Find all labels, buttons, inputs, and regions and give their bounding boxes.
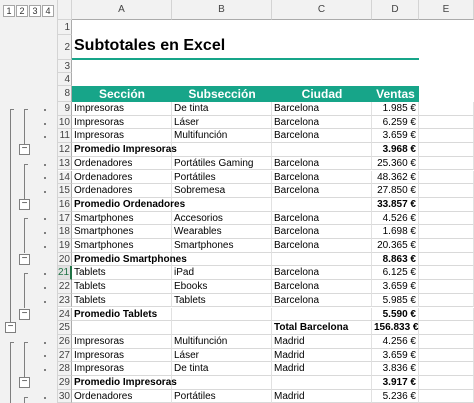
cell-d[interactable]: 33.857 € (372, 198, 419, 212)
row-header-30[interactable]: 30 (58, 390, 70, 402)
outline-line-l3 (24, 164, 25, 199)
cell-a[interactable]: Tablets (72, 294, 172, 308)
column-header-e[interactable]: E (419, 0, 474, 20)
cell-e[interactable] (419, 294, 474, 308)
cell-a[interactable]: Tablets (72, 280, 172, 294)
cell-a[interactable]: Ordenadores (72, 184, 172, 198)
cell-b[interactable]: De tinta (172, 102, 272, 116)
cell-c[interactable]: Madrid (272, 349, 372, 363)
row-header-22[interactable]: 22 (58, 281, 70, 293)
outline-level-3-button[interactable]: 3 (29, 5, 41, 17)
cell-b[interactable]: De tinta (172, 362, 272, 376)
cell-c[interactable]: Barcelona (272, 157, 372, 171)
cell-a[interactable]: Promedio Impresoras (74, 144, 177, 156)
outline-line-l3 (24, 109, 25, 144)
cell-a[interactable]: Impresoras (72, 335, 172, 349)
header-cell-0[interactable]: Sección (72, 86, 172, 102)
row-header-10[interactable]: 10 (58, 116, 70, 128)
row-header-11[interactable]: 11 (59, 130, 70, 142)
cell-c[interactable]: Barcelona (272, 116, 372, 130)
cell-d[interactable]: 4.526 € (372, 212, 419, 226)
collapse-group-button[interactable]: − (19, 309, 30, 320)
cell-b[interactable]: Ebooks (172, 280, 272, 294)
cell-c[interactable]: Barcelona (272, 171, 372, 185)
row-header-9[interactable]: 9 (58, 102, 72, 116)
cell-e[interactable] (419, 143, 474, 157)
cell-c[interactable] (272, 143, 372, 157)
row-header-29[interactable]: 29 (58, 377, 70, 388)
cell-c[interactable]: Barcelona (272, 102, 372, 116)
cell-e[interactable] (419, 280, 474, 294)
cell-e[interactable] (419, 362, 474, 376)
cell-e[interactable] (419, 157, 474, 171)
cell-c[interactable]: Barcelona (272, 266, 372, 280)
cell-b[interactable]: Multifunción (172, 335, 272, 349)
cell-c[interactable]: Barcelona (272, 225, 372, 239)
cell-d[interactable]: 156.833 € (374, 322, 419, 334)
outline-detail-dot (44, 218, 46, 220)
outline-detail-dot (44, 246, 46, 248)
cell-e[interactable] (419, 116, 474, 130)
outline-level-1-button[interactable]: 1 (3, 5, 15, 17)
cell-c[interactable] (272, 376, 372, 390)
column-header-c[interactable]: C (272, 0, 372, 20)
cell-e[interactable] (419, 198, 474, 212)
cell-d[interactable]: 5.236 € (372, 390, 419, 403)
cell-b[interactable]: Smartphones (172, 239, 272, 253)
cell-b[interactable]: Accesorios (172, 212, 272, 226)
cell-d[interactable]: 3.659 € (372, 349, 419, 363)
row-header-3[interactable]: 3 (58, 60, 72, 73)
row-header-17[interactable]: 17 (58, 212, 70, 224)
cell-b[interactable]: Portátiles Gaming (172, 157, 272, 171)
cell-c[interactable] (272, 198, 372, 212)
column-header-a[interactable]: A (72, 0, 172, 20)
outline-detail-dot (44, 369, 46, 371)
outline-detail-dot (44, 177, 46, 179)
row-header-12[interactable]: 12 (58, 144, 70, 156)
cell-e[interactable] (419, 171, 474, 185)
row-header-14[interactable]: 14 (58, 171, 70, 183)
outline-line-l2 (10, 109, 11, 322)
cell-b[interactable]: Tablets (172, 294, 272, 308)
cell-a[interactable]: Smartphones (72, 225, 172, 239)
row-header-28[interactable]: 28 (58, 363, 70, 375)
row-header-8[interactable]: 8 (58, 86, 72, 102)
sheet-title[interactable]: Subtotales en Excel (74, 37, 226, 54)
row-header-4[interactable]: 4 (58, 73, 72, 86)
cell-c[interactable]: Barcelona (272, 129, 372, 143)
cell-c[interactable]: Barcelona (272, 212, 372, 226)
outline-cap-l2 (10, 109, 14, 110)
row-header-16[interactable]: 16 (58, 198, 70, 210)
cell-e[interactable] (419, 321, 474, 335)
cell-d[interactable]: 3.917 € (372, 376, 419, 390)
collapse-group-button[interactable]: − (19, 377, 30, 388)
outline-detail-dot (44, 123, 46, 125)
cell-e[interactable] (419, 129, 474, 143)
column-header-b[interactable]: B (172, 0, 272, 20)
row-header-24[interactable]: 24 (58, 308, 70, 320)
column-header-d[interactable]: D (372, 0, 419, 20)
cell-a[interactable]: Promedio Ordenadores (74, 198, 186, 210)
outline-detail-dot (44, 109, 46, 111)
cell-c[interactable]: Madrid (272, 362, 372, 376)
cell-b[interactable]: Láser (172, 116, 272, 130)
cell-a[interactable]: Impresoras (72, 116, 172, 130)
outline-detail-dot (44, 342, 46, 344)
cell-c[interactable]: Total Barcelona (272, 321, 372, 335)
row-header-25[interactable]: 25 (58, 322, 70, 334)
cell-d[interactable]: 3.836 € (372, 362, 419, 376)
outline-cap-l3 (24, 218, 28, 219)
cell-e[interactable] (419, 253, 474, 267)
cell-c[interactable]: Madrid (272, 335, 372, 349)
cell-e[interactable] (419, 212, 474, 226)
cell-a[interactable]: Promedio Impresoras (74, 377, 177, 388)
cell-b[interactable]: Multifunción (172, 129, 272, 143)
outline-detail-dot (44, 273, 46, 275)
row-header-23[interactable]: 23 (58, 294, 70, 306)
cell-b[interactable]: Sobremesa (172, 184, 272, 198)
row-header-20[interactable]: 20 (58, 253, 70, 265)
cell-d[interactable]: 27.850 € (372, 184, 419, 198)
cell-a[interactable]: Smartphones (72, 239, 172, 253)
row-header-18[interactable]: 18 (58, 226, 70, 238)
outline-detail-dot (44, 287, 46, 289)
cell-b[interactable]: Wearables (172, 225, 272, 239)
collapse-group-button[interactable]: − (19, 254, 30, 265)
outline-detail-dot (44, 191, 46, 193)
cell-d[interactable]: 6.125 € (372, 266, 419, 280)
row-header-26[interactable]: 26 (58, 335, 70, 347)
cell-d[interactable]: 25.360 € (372, 157, 419, 171)
cell-d[interactable]: 1.985 € (372, 102, 419, 116)
cell-e[interactable] (419, 102, 474, 116)
collapse-group-button[interactable]: − (19, 144, 30, 155)
cell-b[interactable] (172, 198, 272, 212)
cell-d[interactable]: 5.985 € (372, 294, 419, 308)
title-underline (72, 58, 419, 60)
row-header-1[interactable]: 1 (58, 20, 72, 35)
cell-a[interactable]: Promedio Tablets (72, 308, 172, 322)
cell-a[interactable]: Ordenadores (72, 171, 172, 185)
cell-b[interactable]: Láser (172, 349, 272, 363)
cell-d[interactable]: 1.698 € (372, 225, 419, 239)
cell-e[interactable] (419, 239, 474, 253)
cell-e[interactable] (419, 335, 474, 349)
cell-b[interactable] (172, 143, 272, 157)
cell-b[interactable] (172, 321, 272, 335)
cell-a[interactable]: Ordenadores (72, 390, 172, 403)
cell-c[interactable]: Barcelona (272, 184, 372, 198)
cell-a[interactable] (72, 321, 172, 335)
row-header-21[interactable]: 21 (58, 266, 72, 280)
row-header-2[interactable]: 2 (58, 35, 72, 60)
outline-level-4-button[interactable]: 4 (42, 5, 54, 17)
header-cell-2[interactable]: Ciudad (272, 86, 372, 102)
cell-a[interactable]: Impresoras (72, 349, 172, 363)
cell-e[interactable] (419, 390, 474, 403)
collapse-group-button[interactable]: − (19, 199, 30, 210)
cell-d[interactable]: 3.659 € (372, 280, 419, 294)
cell-d[interactable]: 6.259 € (372, 116, 419, 130)
cell-e[interactable] (419, 349, 474, 363)
outline-cap-l3 (24, 342, 28, 343)
outline-cap-l2b (10, 342, 14, 343)
cell-b[interactable]: Portátiles (172, 390, 272, 403)
outline-detail-dot (44, 397, 46, 399)
cell-a[interactable]: Promedio Smartphones (74, 253, 187, 265)
row-header-15[interactable]: 15 (58, 185, 70, 197)
cell-d[interactable]: 20.365 € (372, 239, 419, 253)
cell-a[interactable]: Impresoras (72, 362, 172, 376)
row-header-27[interactable]: 27 (58, 349, 70, 361)
cell-a[interactable]: Impresoras (72, 102, 172, 116)
outline-detail-dot (44, 136, 46, 138)
cell-c[interactable] (272, 308, 372, 322)
cell-a[interactable]: Ordenadores (72, 157, 172, 171)
outline-level-2-button[interactable]: 2 (16, 5, 28, 17)
outline-detail-dot (44, 232, 46, 234)
cell-d[interactable]: 8.863 € (372, 253, 419, 267)
outline-line-l3 (24, 218, 25, 253)
cell-d[interactable]: 4.256 € (372, 335, 419, 349)
outline-detail-dot (44, 164, 46, 166)
cell-b[interactable] (172, 253, 272, 267)
cell-b[interactable] (172, 376, 272, 390)
cell-d[interactable]: 5.590 € (372, 308, 419, 322)
cell-a[interactable]: Smartphones (72, 212, 172, 226)
cell-b[interactable]: iPad (172, 266, 272, 280)
collapse-group-barcelona-button[interactable]: − (5, 322, 16, 333)
row-header-13[interactable]: 13 (58, 157, 70, 169)
cell-a[interactable]: Tablets (72, 266, 172, 280)
outline-line-l3 (24, 342, 25, 377)
cell-b[interactable]: Portátiles (172, 171, 272, 185)
outline-line-l2b (10, 342, 11, 403)
cell-b[interactable] (172, 308, 272, 322)
cell-e[interactable] (419, 308, 474, 322)
cell-c[interactable]: Barcelona (272, 239, 372, 253)
outline-line-l3 (24, 273, 25, 308)
cell-c[interactable]: Barcelona (272, 280, 372, 294)
cell-a[interactable]: Impresoras (72, 129, 172, 143)
outline-detail-dot (44, 301, 46, 303)
header-cell-1[interactable]: Subsección (172, 86, 272, 102)
cell-e[interactable] (419, 184, 474, 198)
cell-d[interactable]: 3.968 € (372, 143, 419, 157)
cell-d[interactable]: 3.659 € (372, 129, 419, 143)
outline-cap-l3 (24, 397, 28, 398)
outline-cap-l3 (24, 273, 28, 274)
cell-d[interactable]: 48.362 € (372, 171, 419, 185)
cell-e[interactable] (419, 266, 474, 280)
cell-c[interactable]: Madrid (272, 390, 372, 403)
cell-c[interactable]: Barcelona (272, 294, 372, 308)
outline-detail-dot (44, 355, 46, 357)
cell-e[interactable] (419, 376, 474, 390)
select-all-corner[interactable] (58, 0, 72, 20)
outline-cap-l3 (24, 109, 28, 110)
cell-e[interactable] (419, 225, 474, 239)
row-header-19[interactable]: 19 (58, 240, 70, 251)
outline-cap-l3 (24, 164, 28, 165)
header-cell-3[interactable]: Ventas (372, 86, 419, 102)
cell-c[interactable] (272, 253, 372, 267)
